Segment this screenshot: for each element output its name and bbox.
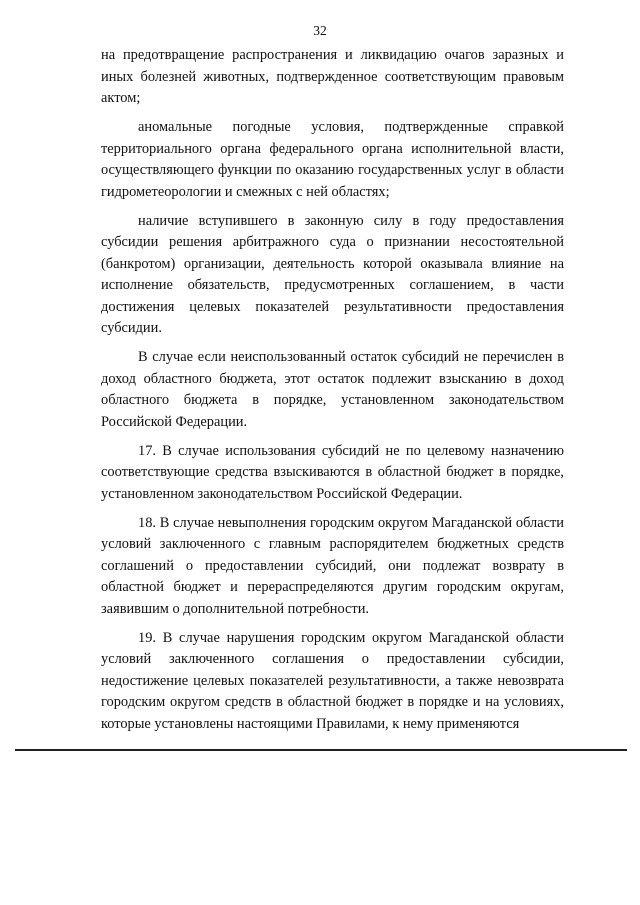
paragraph-unused-balance: В случае если неиспользованный остаток субсидий не перечислен в доход областного бюджета, этот остаток подлежит взысканию в доход областного бюджета в порядке, установленном законодательством Российской Федерации.	[101, 349, 564, 430]
footer-divider	[15, 749, 627, 751]
paragraph-item-18: 18. В случае невыполнения городским округом Магаданской области условий заключенного с главным распорядителем бюджетных средств соглашений о предоставлении субсидий, они подлежат возврату в областной бюджет и перераспределяются другим городским округам, заявившим о дополнительной потребности.	[101, 514, 564, 617]
document-body	[101, 45, 564, 735]
paragraph-item-17: 17. В случае использования субсидий не по целевому назначению соответствующие средства взыскиваются в областной бюджет в порядке, установленном законодательством Российской Федерации.	[101, 442, 564, 502]
page-number: 32	[313, 23, 327, 38]
paragraph-continuation: на предотвращение распространения и ликвидацию очагов заразных и иных болезней животных, подтвержденное соответствующим правовым актом;	[101, 47, 564, 106]
paragraph-bankruptcy: наличие вступившего в законную силу в году предоставления субсидии решения арбитражного суда о признании несостоятельной (банкротом) организации, деятельность которой оказывала влияние на исполнение обязательств, предусмотренных соглашением, в части достижения целевых показателей результативности предоставления субсидии.	[101, 212, 564, 336]
paragraph-weather: аномальные погодные условия, подтвержденные справкой территориального органа федерального органа исполнительной власти, осуществляющего функции по оказанию государственных услуг в области гидрометеорологии и смежных с ней областях;	[101, 119, 564, 200]
paragraph-item-19: 19. В случае нарушения городским округом Магаданской области условий заключенного соглашения о предоставлении субсидии, недостижение целевых показателей результативности, а также невозврата городским округом средств в областной бюджет в порядке и на условиях, которые установлены настоящими Правилами, к нему применяются	[101, 629, 564, 732]
